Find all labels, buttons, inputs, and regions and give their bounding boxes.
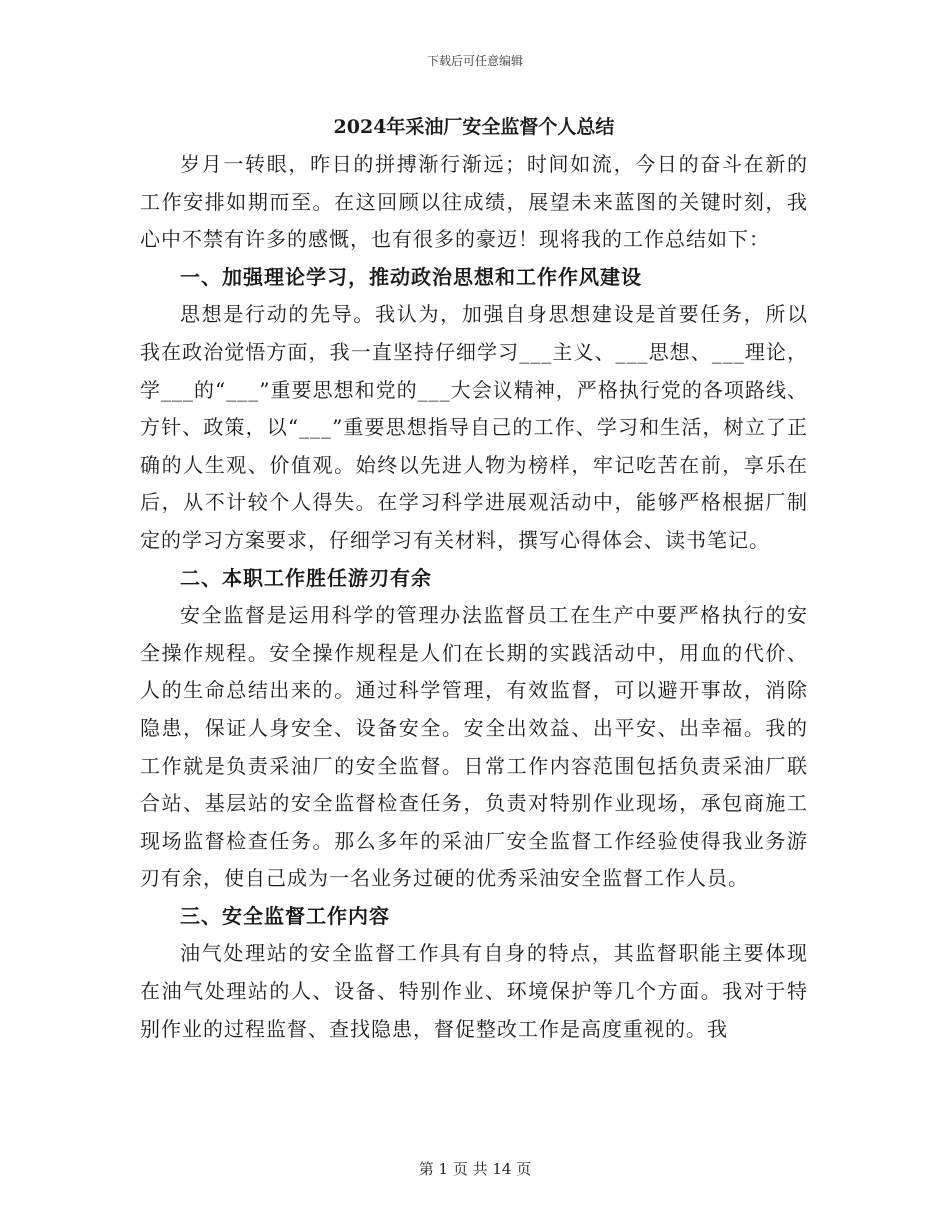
- page-header-note: 下载后可任意编辑: [426, 54, 523, 68]
- section-body-2: 安全监督是运用科学的管理办法监督员工在生产中要严格执行的安全操作规程。安全操作规程是人们在长期的实践活动中，用血的代价、人的生命总结出来的。通过科学管理，有效监督，可以避开事故，消除隐患，保证人身安全、设备安全。安全出效益、出平安、出幸福。我的工作就是负责采油厂的安全监督。日常工作内容范围包括负责采油厂联合站、基层站的安全监督检查任务，负责对特别作业现场，承包商施工现场监督检查任务。那么多年的采油厂安全监督工作经验使得我业务游刃有余，使自己成为一名业务过硬的优秀采油安全监督工作人员。: [140, 603, 808, 891]
- intro-paragraph: 岁月一转眼，昨日的拼搏渐行渐远；时间如流，今日的奋斗在新的工作安排如期而至。在这回顾以往成绩，展望未来蓝图的关键时刻，我心中不禁有许多的感慨，也有很多的豪迈！现将我的工作总结如下：: [140, 152, 808, 252]
- section-heading-2: 二、本职工作胜任游刃有余: [180, 565, 432, 590]
- document-body: [140, 112, 808, 1048]
- section-heading-3: 三、安全监督工作内容: [180, 903, 390, 928]
- document-title: 2024年采油厂安全监督个人总结: [333, 116, 615, 138]
- section-body-3: 油气处理站的安全监督工作具有自身的特点，其监督职能主要体现在油气处理站的人、设备、特别作业、环境保护等几个方面。我对于特别作业的过程监督、查找隐患，督促整改工作是高度重视的。我: [140, 941, 808, 1041]
- section-heading-1: 一、加强理论学习，推动政治思想和工作作风建设: [180, 264, 642, 289]
- section-body-1: 思想是行动的先导。我认为，加强自身思想建设是首要任务，所以我在政治觉悟方面，我一直坚持仔细学习___主义、___思想、___理论，学___的“___”重要思想和党的___大会议精神，严格执行党的各项路线、方针、政策，以“___”重要思想指导自己的工作、学习和生活，树立了正确的人生观、价值观。始终以先进人物为榜样，牢记吃苦在前，享乐在后，从不计较个人得失。在学习科学进展观活动中，能够严格根据厂制定的学习方案要求，仔细学习有关材料，撰写心得体会、读书笔记。: [140, 302, 808, 552]
- page-number: 第 1 页 共 14 页: [418, 1160, 532, 1178]
